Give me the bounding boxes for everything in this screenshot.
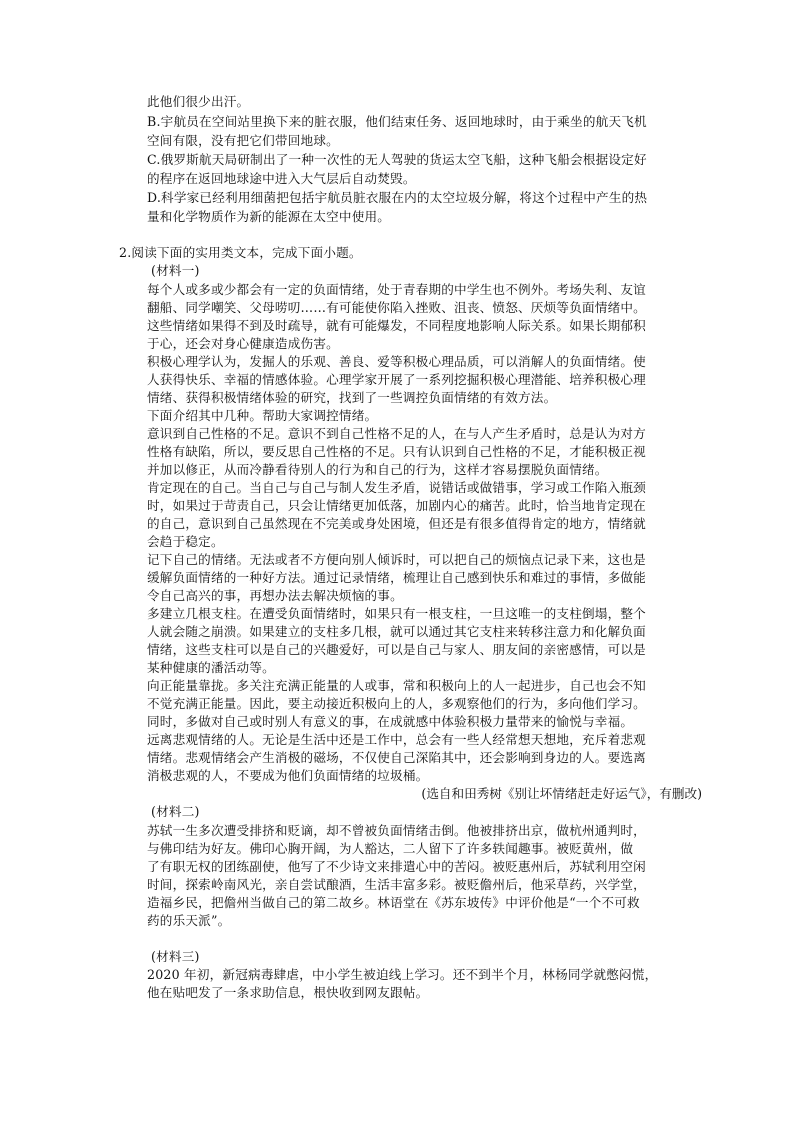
text-line: 造福乡民，把儋州当做自己的第二故乡。林语堂在《苏东坡传》中评价他是“一个不可救 [147,895,640,910]
text-line: 情绪、获得积极情绪体验的研究，找到了一些调控负面情绪的有效方法。 [147,390,557,405]
text-line: (材料三) [151,949,200,964]
text-line: 药的乐天派”。 [147,913,231,928]
text-line: 2020 年初，新冠病毒肆虐，中小学生被迫线上学习。还不到半个月，林杨同学就憋闷慌， [147,967,658,982]
text-line: 的自己，意识到自己虽然现在不完美或身处困境，但还是有很多值得肯定的地方，情绪就 [147,516,646,531]
text-line: 令自己高兴的事，再想办法去解决烦恼的事。 [147,588,403,603]
text-line: 人获得快乐、幸福的情感体验。心理学家开展了一系列挖掘积极心理潜能、培养积极心理 [147,372,646,387]
text-line: 远离悲观情绪的人。无论是生活中还是工作中，总会有一些人经常想天想地，充斥着悲观 [147,732,646,747]
text-line: 于心，还会对身心健康造成伤害。 [147,336,339,351]
text-line: B.宇航员在空间站里换下来的脏衣服，他们结束任务、返回地球时，由于乘坐的航天飞机 [147,114,647,129]
text-line: 此他们很少出汗。 [147,94,250,109]
text-line: 翻船、同学嘲笑、父母唠叨……有可能使你陷入挫败、沮丧、愤怒、厌烦等负面情绪中。 [147,300,646,315]
text-line: 某种健康的潘活动等。 [147,660,275,675]
text-line: 下面介绍其中几种。帮助大家调控情绪。 [147,408,378,423]
text-line: 消极悲观的人，不要成为他们负面情绪的垃圾桶。 [147,768,429,783]
text-line: 向正能量靠拢。多关注充满正能量的人或事，常和积极向上的人一起进步，自己也会不知 [147,678,646,693]
text-line: 与佛印结为好友。佛印心胸开阔，为人豁达，二人留下了许多轶闻趣事。被贬黄州，做 [147,841,634,856]
text-line: 他在贴吧发了一条求助信息，根快收到网友跟帖。 [147,985,429,1000]
text-line: (材料二) [151,804,200,819]
text-line: 时，如果过于苛责自己，只会让情绪更加低落，加剧内心的痛苦。此时，恰当地肯定现在 [147,498,646,513]
text-line: D.科学家已经利用细菌把包括宇航员脏衣服在内的太空垃圾分解，将这个过程中产生的热 [147,190,648,205]
text-line: 时间，探索岭南风光，亲自尝试酿酒，生活丰富多彩。被贬儋州后，他采草药，兴学堂， [147,877,646,892]
text-line: (材料一) [151,263,200,278]
text-line: 积极心理学认为，发掘人的乐观、善良、爱等积极心理品质，可以消解人的负面情绪。使 [147,354,646,369]
text-line: 量和化学物质作为新的能源在太空中使用。 [147,209,391,224]
source-citation: (选自和田秀树《别让坏情绪赶走好运气》，有删改) [421,786,702,801]
text-line: 苏轼一生多次遭受排挤和贬谪，却不曾被负面情绪击倒。他被排挤出京，做杭州通判时， [147,823,646,838]
text-line: 不觉充满正能量。因此，要主动接近积极向上的人，多观察他们的行为，多向他们学习。 [147,696,646,711]
text-line: 性格有缺陷，所以，要反思自己性格的不足。只有认识到自己性格的不足，才能积极正视 [147,444,646,459]
text-line: 每个人或多或少都会有一定的负面情绪，处于青春期的中学生也不例外。考场失利、友谊 [147,282,646,297]
text-line: C.俄罗斯航天局研制出了一种一次性的无人驾驶的货运太空飞船，这种飞船会根据设定好 [147,152,647,167]
text-line: 情绪。悲观情绪会产生消极的磁场，不仅使自己深陷其中，还会影响到身边的人。要选离 [147,750,646,765]
text-line: 情绪，这些支柱可以是自己的兴趣爱好，可以是自己与家人、朋友间的亲密感情，可以是 [147,642,646,657]
text-line: 多建立几根支柱。在遭受负面情绪时，如果只有一根支柱，一旦这唯一的支柱倒塌，整个 [147,606,646,621]
text-line: 了有职无权的团练副使，他写了不少诗文来排遣心中的苦闷。被贬惠州后，苏轼利用空闲 [147,859,646,874]
text-line: 空间有限，没有把它们带回地球。 [147,133,339,148]
text-line: 同时，多做对自己或时别人有意义的事，在成就感中体验积极力量带来的愉悦与幸福。 [147,714,634,729]
text-line: 意识到自己性格的不足。意识不到自己性格不足的人，在与人产生矛盾时，总是认为对方 [147,426,646,441]
text-line: 并加以修正，从而冷静看待别人的行为和自己的行为，这样才容易摆脱负面情绪。 [147,462,608,477]
text-line: 会趋于稳定。 [147,534,224,549]
text-line: 人就会随之崩溃。如果建立的支柱多几根，就可以通过其它支柱来转移注意力和化解负面 [147,624,646,639]
text-line: 的程序在返回地球途中进入大气层后自动焚毁。 [147,171,416,186]
text-line: 这些情绪如果得不到及时疏导，就有可能爆发，不同程度地影响人际关系。如果长期郁积 [147,318,646,333]
text-line: 记下自己的情绪。无法或者不方便向别人倾诉时，可以把自己的烦恼点记录下来，这也是 [147,552,646,567]
text-line: 2.阅读下面的实用类文本，完成下面小题。 [119,245,362,260]
text-line: 缓解负面情绪的一种好方法。通过记录情绪，梳理让自己感到快乐和难过的事情，多做能 [147,570,646,585]
text-line: 肯定现在的自己。当自己与自己与制人发生矛盾，说错话或做错事，学习或工作陷入瓶颈 [147,480,646,495]
